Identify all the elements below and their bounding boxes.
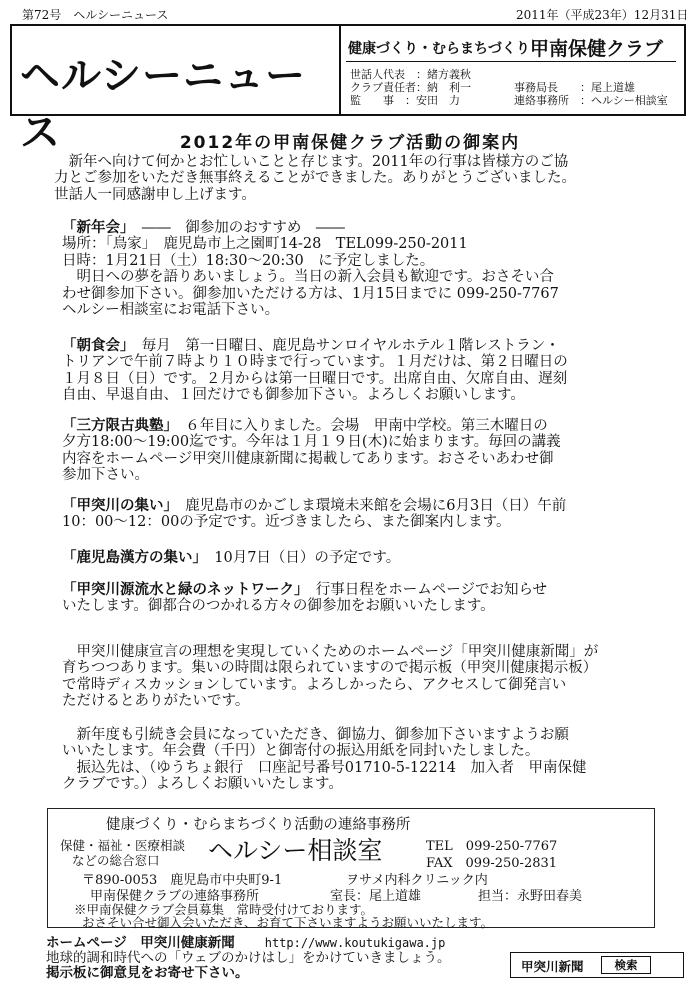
section-sanpo: 「三方限古典塾」 ６年目に入りました。会場 甲南中学校。第三木曜日の 夕方18:00～19:00迄です。今年は１月１９日(木)に始まります。毎回の講義 内容をホームページ甲突川健康新聞に掲載してあります。おさそいあわせ御 参加下さい。 xyxy=(62,418,561,484)
staff-list-right xyxy=(514,81,668,107)
phone-number: TEL 099-250-7767 xyxy=(426,839,558,854)
contact-sub-1: 保健・福祉・医療相談 xyxy=(60,838,186,853)
contact-headline: 健康づくり・むらまちづくり活動の連絡事務所 xyxy=(106,817,411,833)
section-label: 「鹿児島漢方の集い」 xyxy=(62,550,200,566)
section-kampo: 「鹿児島漢方の集い」 10月7日（日）の予定です。 xyxy=(62,550,401,566)
header-rule xyxy=(346,61,676,62)
section-choshokukai: 「朝食会」 毎月 第一日曜日、鹿児島サンロイヤルホテル１階レストラン・ トリアンで午前７時より１０時まで行っています。１月だけは、第２日曜日の １月８日（日）です。２月からは第一日曜日です。出席自由、欠席自由、遅刻 自由、早退自由、１回だけでも御参加下さい。よろしくお願いします。 xyxy=(62,338,568,404)
staff-entry: 監 事 ：安田 力 xyxy=(350,94,460,107)
issue-date: 2011年（平成23年）12月31日 xyxy=(516,8,689,22)
staff-entry: 世話人代表 ：緒方義秋 xyxy=(350,68,471,81)
newsletter-title: ヘルシーニュース xyxy=(20,53,306,156)
closing-paragraph: 新年度も引続き会員になっていただき、御協力、御参加下さいますようお願 いいたします。年会費（千円）と御寄付の振込用紙を同封いたしました。 振込先は、（ゆうちょ銀行 口座記号番号01710-5-12214 加入者 甲南保健 クラブです。）よろしくお願いいたします。 xyxy=(62,727,587,793)
section-label: 「甲突川の集い」 xyxy=(62,498,171,514)
office-staff: 担当：永野田春美 xyxy=(478,889,583,904)
staff-entry: 事務局長 ：尾上道雄 xyxy=(514,81,635,94)
office-address: 〒890-0053 鹿児島市中央町9-1 xyxy=(82,873,283,888)
homepage-url[interactable]: http://www.koutukigawa.jp xyxy=(264,936,446,950)
footer-line-3: 掲示板に御意見をお寄せ下さい。 xyxy=(46,965,249,981)
club-name: 甲南保健クラブ xyxy=(530,38,664,60)
contact-box xyxy=(47,808,655,928)
membership-invite: おさそい合せ御入会いただき、お育て下さいますようお願いいたします。 xyxy=(82,915,494,930)
office-name: ヘルシー相談室 xyxy=(208,836,383,865)
footer-info xyxy=(46,936,450,981)
office-director: 室長：尾上道雄 xyxy=(330,889,422,904)
clinic-name: ヲサメ内科クリニック内 xyxy=(346,873,488,888)
fax-number: FAX 099-250-2831 xyxy=(426,856,558,871)
section-label: 「朝食会」 xyxy=(62,338,128,354)
section-label: 「新年会」 xyxy=(62,220,128,236)
website-paragraph: 甲突川健康宣言の理想を実現していくためのホームページ「甲突川健康新聞」が 育ちつつあります。集いの時間は限られていますので掲示板（甲突川健康掲示板） で常時ディスカッションしています。よろしかったら、アクセスして御発言い ただけるとありがたいです。 xyxy=(62,644,599,710)
intro-paragraph: 新年へ向けて何かとお忙しいことと存じます。2011年の行事は皆様方のご協 力とご参加をいただき無事終えることができました。ありがとうございました。 世話人一同感謝申し上げます。 xyxy=(54,154,576,203)
header-divider xyxy=(339,26,341,114)
footer-line-2: 地球的調和時代への「ウェブのかけはし」をかけていきましょう。 xyxy=(46,950,451,966)
contact-sub-2: などの総合窓口 xyxy=(72,853,160,868)
section-label: 「三方限古典塾」 xyxy=(62,418,171,434)
staff-list-left xyxy=(350,68,471,107)
staff-entry: クラブ責任者：納 利一 xyxy=(350,81,471,94)
issue-number: 第72号 ヘルシーニュース xyxy=(22,8,169,22)
club-office: 甲南保健クラブの連絡事務所 xyxy=(90,889,260,904)
header-tagline: 健康づくり・むらまちづくり xyxy=(348,41,530,57)
homepage-label: ホームページ 甲突川健康新聞 xyxy=(46,935,235,951)
section-kotsuki: 「甲突川の集い」 鹿児島市のかごしま環境未来館を会場に6月3日（日）午前 10：00～12：00の予定です。近づきましたら、また御案内します。 xyxy=(62,498,567,531)
staff-entry: 連絡事務所 ：ヘルシー相談室 xyxy=(514,94,668,107)
section-label: 「甲突川源流水と緑のネットワーク」 xyxy=(62,582,302,598)
membership-note: ※甲南保健クラブ会員募集 常時受付けております。 xyxy=(74,902,374,917)
section-shinnenkai: 「新年会」 ―― 御参加のおすすめ ―― 場所：「鳥家」 鹿児島市上之園町14-28 TEL099-250-2011 日時：1月21日（土）18:30～20:30 に予定しました。 明日への夢を語りあいましょう。当日の新入会員も歓迎です。おさそい合 わせ御参加下さい。御参加いただける方は、1月15日までに 099-250-7767 ヘルシー相談室にお電話下さい。 xyxy=(62,220,559,319)
section-network: 「甲突川源流水と緑のネットワーク」 行事日程をホームページでお知らせ いたします。御都合のつかれる方々の御参加をお願いいたします。 xyxy=(62,582,548,615)
search-button[interactable]: 検索 xyxy=(601,956,651,974)
search-box[interactable] xyxy=(510,952,684,978)
article-heading: 2012年の甲南保健クラブ活動の御案内 xyxy=(179,133,521,153)
search-term: 甲突川新聞 xyxy=(521,959,584,974)
